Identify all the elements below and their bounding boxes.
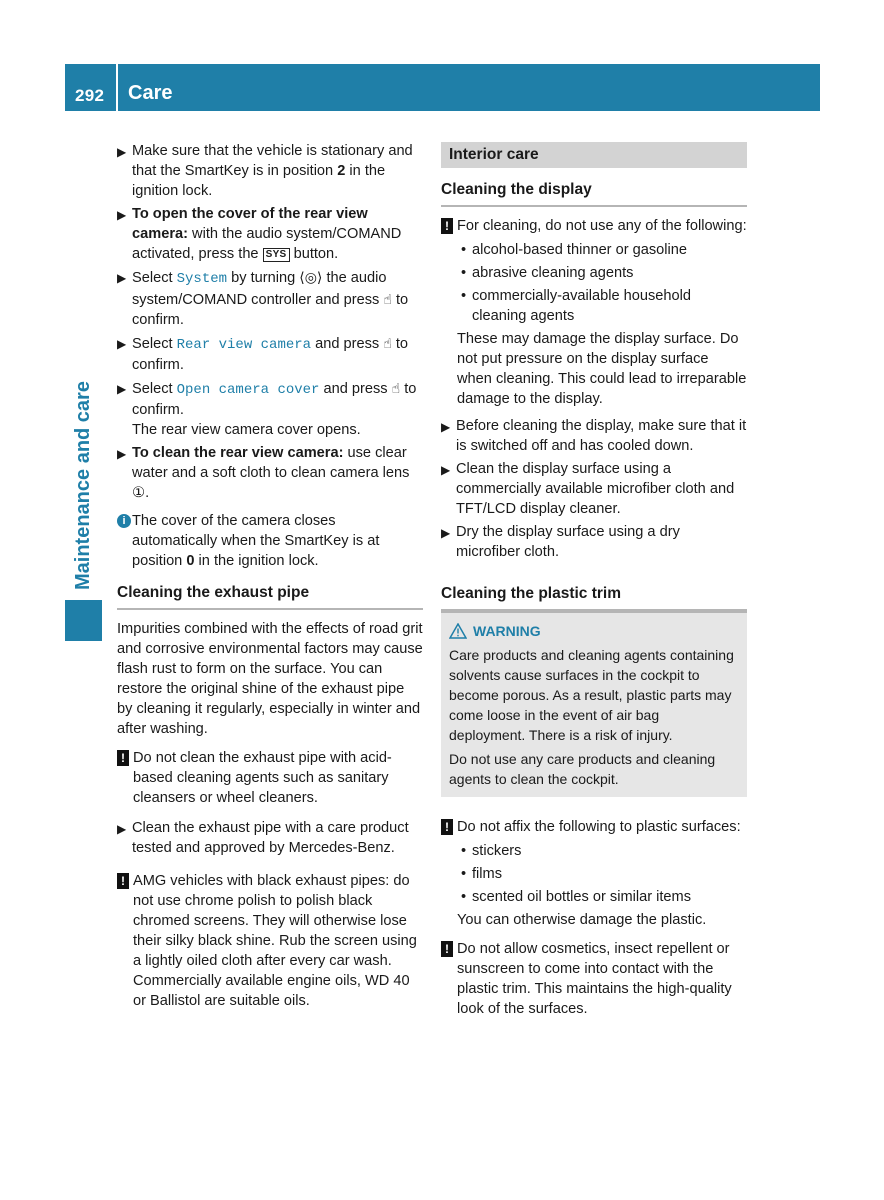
arrow-bullet-icon: ▶ [117,271,127,285]
arrow-bullet-icon: ▶ [117,447,127,461]
arrow-bullet-icon: ▶ [117,145,127,159]
arrow-bullet-icon: ▶ [441,463,451,477]
menu-item-rear-view-camera: Rear view camera [176,337,312,353]
info-note: i The cover of the camera closes automatically when the SmartKey is at position 0 in the ignition lock. [117,511,423,571]
caution-note: ! AMG vehicles with black exhaust pipes: do not use chrome polish to polish black chromed screens. They will otherwise lose their silky black shine. Rub the screen using a lightly oiled cloth after every car wash. Commercially available engine oils, WD 40 or Ballistol are suitable oils. [117,871,423,1011]
arrow-bullet-icon: ▶ [117,822,127,836]
caution-icon: ! [441,819,453,835]
right-column [441,142,747,1027]
warning-header: WARNING [449,613,739,645]
turn-controller-icon: ⟨◎⟩ [299,269,323,285]
press-controller-icon: ☝ [391,380,401,396]
warning-box [441,611,747,797]
arrow-bullet-icon: ▶ [441,420,451,434]
caution-icon: ! [441,941,453,957]
instruction-step: ▶ Select System by turning ⟨◎⟩ the audio system/COMAND controller and press ☝ to confirm. [117,269,409,328]
arrow-bullet-icon: ▶ [117,337,127,351]
press-controller-icon: ☝ [383,335,392,351]
section-heading-exhaust: Cleaning the exhaust pipe [117,583,423,610]
section-title-interior-care: Interior care [441,142,747,168]
caution-icon: ! [117,873,129,889]
header-divider [116,64,118,111]
instruction-step: ▶ Select Open camera cover and press ☝ to confirm. [117,380,417,418]
instruction-step: ▶ To clean the rear view camera: use clear water and a soft cloth to clean camera lens ①. [117,445,410,501]
arrow-bullet-icon: ▶ [117,208,127,222]
section-heading-display: Cleaning the display [441,180,747,207]
press-controller-icon: ☝ [383,291,392,307]
sys-button-icon: SYS [263,248,290,262]
lens-reference: ① [132,485,146,501]
caution-icon: ! [117,750,129,766]
page-number: 292 [75,86,105,105]
list-item: • abrasive cleaning agents [441,263,747,283]
caution-icon: ! [441,218,453,234]
list-item: • scented oil bottles or similar items [441,887,747,907]
menu-item-open-camera-cover: Open camera cover [176,382,320,398]
caution-note: ! Do not allow cosmetics, insect repellent or sunscreen to come into contact with the plastic trim. This maintains the high-quality look of the surfaces. [441,939,747,1019]
caution-note: ! For cleaning, do not use any of the following: [441,216,747,236]
exhaust-paragraph: Impurities combined with the effects of road grit and corrosive environmental factors may cause flash rust to form on the surface. You can restore the original shine of the exhaust pipe by cleaning it regularly, especially in winter and after washing. [117,621,423,737]
instruction-step: ▶ Dry the display surface using a dry microfiber cloth. [441,524,680,560]
instruction-step: ▶ Make sure that the vehicle is stationary and that the SmartKey is in position 2 in the ignition lock. [117,143,413,199]
caution-note-text: These may damage the display surface. Do not put pressure on the display surface when cleaning. This could lead to irreparable damage to the display. [457,331,747,407]
menu-item-system: System [176,271,228,287]
left-column [117,141,423,1019]
section-heading-plastic-trim: Cleaning the plastic trim [441,584,747,611]
caution-note: ! Do not clean the exhaust pipe with acid-based cleaning agents such as sanitary cleansers or wheel cleaners. [117,748,423,808]
warning-text: Do not use any care products and cleaning agents to clean the cockpit. [449,751,716,787]
arrow-bullet-icon: ▶ [441,526,451,540]
list-item: • stickers [441,841,747,861]
warning-triangle-icon [449,623,467,639]
list-item: • alcohol-based thinner or gasoline [441,240,747,260]
list-item: • commercially-available household cleaning agents [441,286,747,326]
info-icon: i [117,514,131,528]
warning-text: Care products and cleaning agents containing solvents cause surfaces in the cockpit to become porous. As a result, plastic parts may come loose in the event of air bag deployment. There is a risk of injury. [449,647,734,743]
page-title: Care [128,82,173,104]
page-header [65,64,820,111]
side-tab-marker [65,600,102,641]
side-tab-label: Maintenance and care [72,381,94,590]
list-item: • films [441,864,747,884]
instruction-step: ▶ To open the cover of the rear view camera: with the audio system/COMAND activated, press the SYS button. [117,206,402,262]
arrow-bullet-icon: ▶ [117,382,127,396]
instruction-step: ▶ Clean the exhaust pipe with a care product tested and approved by Mercedes-Benz. [117,820,409,856]
step-result: The rear view camera cover opens. [132,422,361,438]
instruction-step: ▶ Before cleaning the display, make sure that it is switched off and has cooled down. [441,418,747,454]
instruction-step: ▶ Clean the display surface using a commercially available microfiber cloth and TFT/LCD display cleaner. [441,461,735,517]
caution-note-text: You can otherwise damage the plastic. [457,912,707,928]
caution-note: ! Do not affix the following to plastic surfaces: [441,817,747,837]
instruction-step: ▶ Select Rear view camera and press ☝ to confirm. [117,335,409,373]
